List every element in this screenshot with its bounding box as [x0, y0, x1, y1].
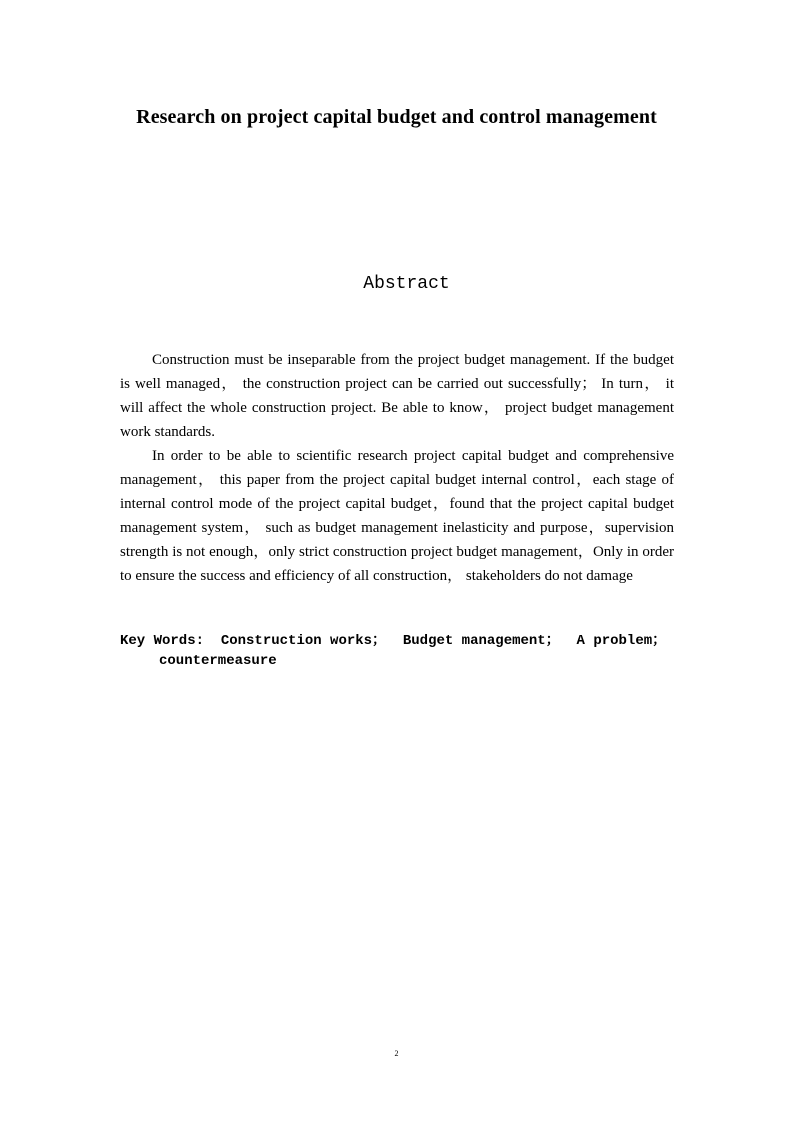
abstract-body	[120, 348, 674, 588]
keywords-label: Key Words:	[120, 633, 205, 649]
keyword-2: Budget management；	[402, 633, 560, 649]
abstract-paragraph-1: Construction must be inseparable from the project budget management. If the budget is well managed， the construction project can be carried out successfully； In turn， it will affect the whole construction project. Be able to know， project budget management work standards.	[120, 352, 674, 440]
abstract-heading: Abstract	[363, 274, 450, 294]
keywords	[120, 631, 713, 671]
document-title: Research on project capital budget and control management	[136, 106, 657, 128]
abstract-paragraph-2: In order to be able to scientific research project capital budget and comprehensive management， this paper from the project capital budget internal control，each stage of internal control mode of the project capital budget，found that the project capital budget management system， such as budget management inelasticity and purpose，supervision strength is not enough，only strict construction project budget management，Only in order to ensure the success and efficiency of all construction， stakeholders do not damage	[120, 448, 674, 584]
keyword-4: countermeasure	[159, 653, 277, 669]
keyword-3: A problem；	[576, 633, 667, 649]
keyword-1: Construction works；	[220, 633, 387, 649]
page-number: 2	[394, 1049, 399, 1058]
